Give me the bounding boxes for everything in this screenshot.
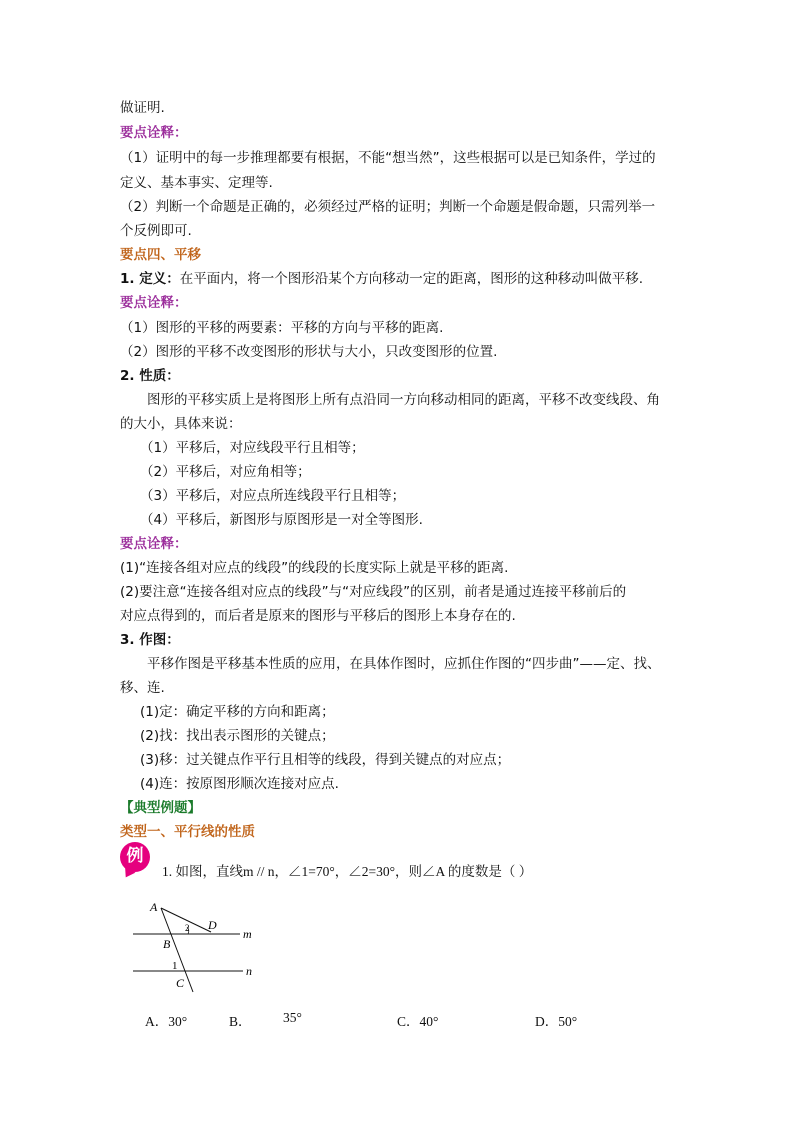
text-line: （4）平移后，新图形与原图形是一对全等图形. (140, 512, 423, 528)
text-line: (3)移：过关键点作平行且相等的线段，得到关键点的对应点； (140, 752, 511, 768)
text-line: （2）判断一个命题是正确的，必须经过严格的证明；判断一个命题是假命题，只需列举一 (120, 199, 656, 215)
key-point-note-heading: 要点诠释： (120, 536, 188, 552)
text-line: (2)找：找出表示图形的关键点； (140, 728, 335, 744)
text-line: 的大小，具体来说： (120, 416, 242, 432)
text-line: （1）平移后，对应线段平行且相等； (140, 440, 365, 456)
text-line: (1)“连接各组对应点的线段”的线段的长度实际上就是平移的距离. (120, 560, 509, 576)
label-m: m (243, 927, 252, 941)
example-question: 1. 如图，直线m // n，∠1=70°，∠2=30°，则∠A 的度数是（ ） (162, 864, 533, 879)
text-line: 个反例即可. (120, 223, 192, 239)
text-line: 定义、基本事实、定理等. (120, 175, 273, 191)
text-line: 平移作图是平移基本性质的应用，在具体作图时，应抓住作图的“四步曲”——定、找、 (147, 656, 661, 672)
drawing-heading: 3. 作图： (120, 632, 180, 648)
key-point-note-heading: 要点诠释： (120, 295, 188, 311)
text-line: （1）证明中的每一步推理都要有根据，不能“想当然”，这些根据可以是已知条件，学过的 (120, 150, 656, 166)
label-d: D (208, 918, 217, 932)
type-heading: 类型一、平行线的性质 (120, 824, 255, 840)
label-b: B (163, 937, 171, 951)
text-line: （2）图形的平移不改变图形的形状与大小，只改变图形的位置. (120, 344, 498, 360)
choice-b-value: 35° (283, 1010, 302, 1025)
geometry-figure (128, 896, 288, 996)
label-one: 1 (172, 960, 178, 972)
text-line: 图形的平移实质上是将图形上所有点沿同一方向移动相同的距离，平移不改变线段、角 (147, 392, 660, 408)
definition-text: 在平面内，将一个图形沿某个方向移动一定的距离，图形的这种移动叫做平移. (179, 271, 644, 287)
choice-b: B． (229, 1014, 252, 1029)
example-badge-icon: 例 (120, 842, 150, 872)
text-line: （1）图形的平移的两要素：平移的方向与平移的距离. (120, 320, 444, 336)
key-point-note-heading: 要点诠释： (120, 125, 188, 141)
text-line: (2)要注意“连接各组对应点的线段”与“对应线段”的区别，前者是通过连接平移前后的 (120, 584, 627, 600)
text-line (120, 269, 643, 289)
typical-examples-heading: 【典型例题】 (120, 800, 201, 816)
text-line: （3）平移后，对应点所连线段平行且相等； (140, 488, 406, 504)
text-line: 移、连. (120, 680, 165, 696)
text-line: (1)定：确定平移的方向和距离； (140, 704, 335, 720)
section-heading: 要点四、平移 (120, 247, 201, 263)
choice-a: A．30° (145, 1014, 188, 1029)
choice-c: C．40° (397, 1014, 439, 1029)
text-line: （2）平移后，对应角相等； (140, 464, 311, 480)
label-c: C (176, 976, 185, 990)
text-line: 对应点得到的，而后者是原来的图形与平移后的图形上本身存在的. (120, 608, 516, 624)
property-heading: 2. 性质： (120, 368, 180, 384)
label-a: A (150, 900, 158, 914)
label-n: n (246, 964, 252, 978)
choice-d: D．50° (535, 1014, 578, 1029)
text-line: 做证明. (120, 100, 165, 116)
definition-label: 1. 定义： (120, 271, 180, 287)
text-line: (4)连：按原图形顺次连接对应点. (140, 776, 339, 792)
label-two: 2 (185, 923, 190, 933)
